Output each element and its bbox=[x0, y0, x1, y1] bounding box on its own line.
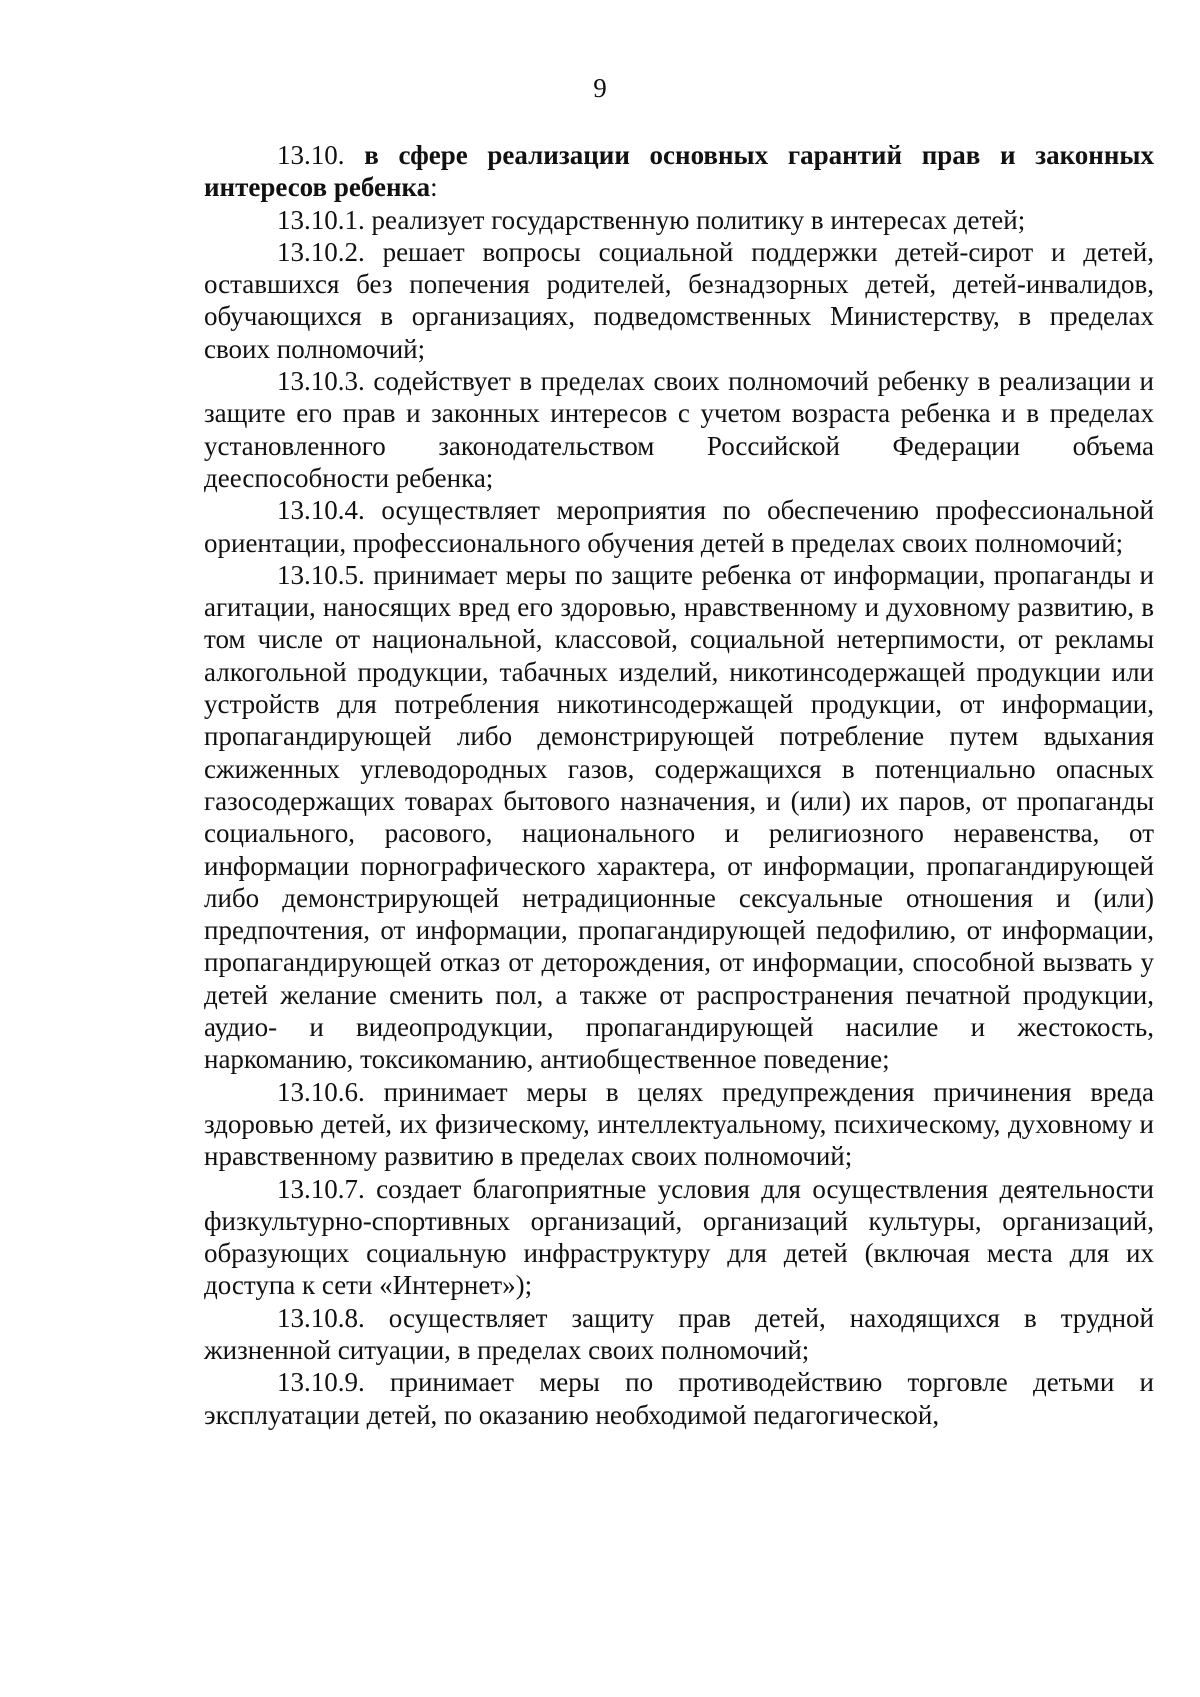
section-title-colon: : bbox=[430, 172, 438, 203]
item-number: 13.10.9. bbox=[277, 1367, 365, 1398]
list-item bbox=[204, 204, 1154, 236]
item-text: принимает меры по противодействию торговле детьми и эксплуатации детей, по оказанию необходимой педагогической, bbox=[204, 1367, 1155, 1430]
item-number: 13.10.7. bbox=[277, 1173, 365, 1204]
list-item bbox=[204, 1302, 1154, 1367]
item-number: 13.10.3. bbox=[277, 366, 365, 397]
item-number: 13.10.6. bbox=[277, 1076, 365, 1107]
item-number: 13.10.8. bbox=[277, 1302, 365, 1333]
item-text: принимает меры в целях предупреждения причинения вреда здоровью детей, их физическому, интеллектуальному, психическому, духовному и нравственному развитию в пределах своих полномочий; bbox=[204, 1076, 1154, 1172]
list-item bbox=[204, 1173, 1154, 1302]
document-body bbox=[204, 139, 1154, 1431]
section-number: 13.10. bbox=[277, 140, 345, 170]
item-number: 13.10.5. bbox=[277, 559, 365, 590]
item-number: 13.10.2. bbox=[277, 236, 365, 267]
item-text: реализует государственную политику в интересах детей; bbox=[371, 204, 1026, 235]
list-item bbox=[204, 494, 1154, 559]
page-number: 9 bbox=[593, 73, 607, 103]
list-item bbox=[204, 1076, 1154, 1173]
section-heading bbox=[204, 139, 1154, 204]
list-item bbox=[204, 1366, 1154, 1431]
list-item bbox=[204, 236, 1154, 365]
item-number: 13.10.4. bbox=[277, 495, 365, 526]
item-text: осуществляет мероприятия по обеспечению профессиональной ориентации, профессионального обучения детей в пределах своих полномочий; bbox=[204, 495, 1155, 558]
item-text: создает благоприятные условия для осуществления деятельности физкультурно-спортивных организаций, организаций культуры, организаций, образующих социальную инфраструктуру для детей (включая места для их доступа к сети «Интернет»); bbox=[204, 1173, 1155, 1301]
item-text: осуществляет защиту прав детей, находящихся в трудной жизненной ситуации, в пределах своих полномочий; bbox=[204, 1302, 1154, 1365]
item-text: решает вопросы социальной поддержки детей-сирот и детей, оставшихся без попечения родителей, безнадзорных детей, детей-инвалидов, обучающихся в организациях, подведомственных Министерству, в пределах своих полномочий; bbox=[204, 236, 1154, 364]
item-number: 13.10.1. bbox=[277, 204, 365, 235]
list-item bbox=[204, 365, 1154, 494]
item-text: принимает меры по защите ребенка от информации, пропаганды и агитации, наносящих вред его здоровью, нравственному и духовному развитию, в том числе от национальной, классовой, социальной нетерпимости, от рекламы алкогольной продукции, табачных изделий, никотинсодержащей продукции или устройств для потребления никотинсодержащей продукции, от информации, пропагандирующей либо демонстрирующей потребление путем вдыхания сжиженных углеводородных газов, содержащихся в потенциально опасных газосодержащих товарах бытового назначения, и (или) их паров, от пропаганды социального, расового, национального и религиозного неравенства, от информации порнографического характера, от информации, пропагандирующей либо демонстрирующей нетрадиционные сексуальные отношения и (или) предпочтения, от информации, пропагандирующей педофилию, от информации, пропагандирующей отказ от деторождения, от информации, способной вызвать у детей желание сменить пол, а также от распространения печатной продукции, аудио- и видеопродукции, пропагандирующей насилие и жестокость, наркоманию, токсикоманию, антиобщественное поведение; bbox=[204, 559, 1154, 1075]
section-title: в сфере реализации основных гарантий прав и законных интересов ребенка bbox=[204, 140, 1155, 203]
list-item bbox=[204, 559, 1154, 1076]
item-text: содействует в пределах своих полномочий ребенку в реализации и защите его прав и законных интересов с учетом возраста ребенка и в пределах установленного законодательством Российской Федерации объема дееспособности ребенка; bbox=[204, 366, 1155, 493]
